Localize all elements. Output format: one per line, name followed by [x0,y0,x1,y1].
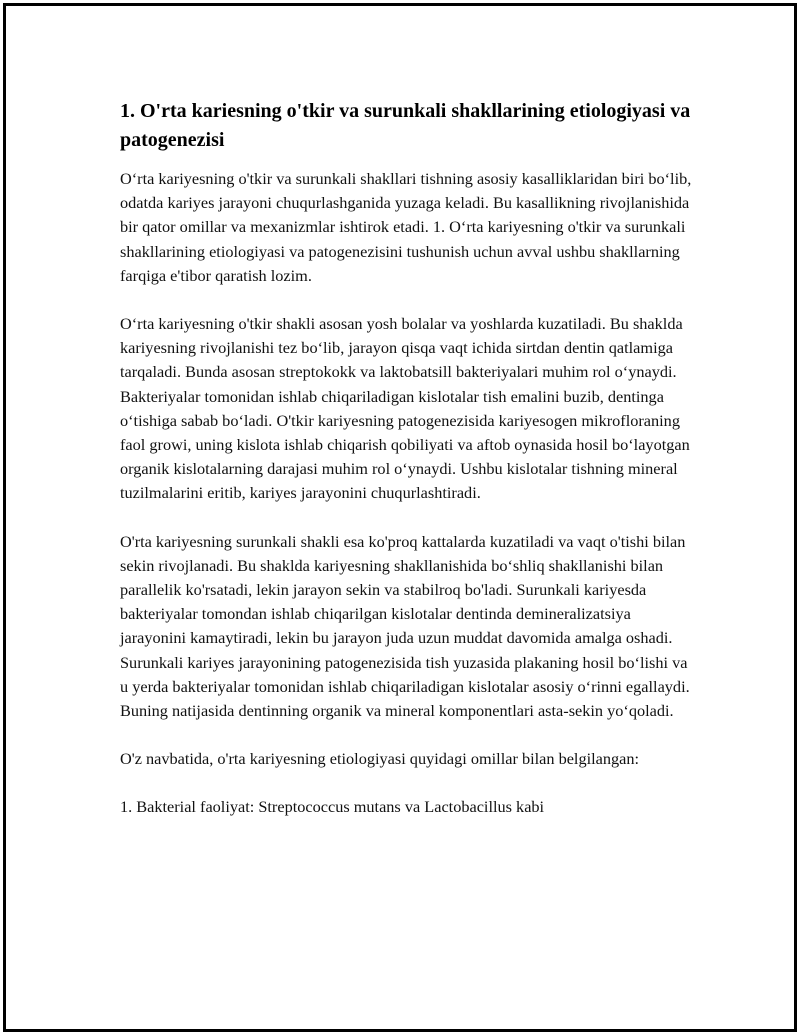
list-item: 1. Bakterial faoliyat: Streptococcus mutans va Lactobacillus kabi [120,797,545,817]
document-body [120,97,698,820]
document-page [3,3,797,1032]
paragraph-chronic-form: O'rta kariyesning surunkali shakli esa ko'proq kattalarda kuzatiladi va vaqt o'tishi bilan sekin rivojlanadi. Bu shaklda kariyesning shakllanishida bo‘shliq shakllanishi bilan parallelik ko'rsatadi, lekin jarayon sekin va stabilroq bo'ladi. Surunkali kariyesda bakteriyalar tomondan ishlab chiqarilgan kislotalar dentinda demineralizatsiya jarayonini kamaytiradi, lekin bu jarayon juda uzun muddat davomida amalga oshadi. Surunkali kariyes jarayonining patogenezisida tish yuzasida plakaning hosil bo‘lishi va u yerda bakteriyalar tomonidan ishlab chiqariladigan kislotalar asosiy o‘rinni egallaydi. Buning natijasida dentinning organik va mineral komponentlari asta-sekin yo‘qoladi. [120,531,690,721]
paragraph-acute-form: O‘rta kariyesning o'tkir shakli asosan yosh bolalar va yoshlarda kuzatiladi. Bu shaklda kariyesning rivojlanishi tez bo‘lib, jarayon qisqa vaqt ichida sirtdan dentin qatlamiga tarqaladi. Bunda asosan streptokokk va laktobatsill bakteriyalari muhim rol o‘ynaydi. Bakteriyalar tomonidan ishlab chiqariladigan kislotalar tish emalini buzib, dentinga o‘tishiga sabab bo‘ladi. O'tkir kariyesning patogenezisida kariyesogen mikrofloraning faol growi, uning kislota ishlab chiqarish qobiliyati va aftob oynasida hosil bo‘layotgan organik kislotalarning darajasi muhim rol o‘ynaydi. Ushbu kislotalar tishning mineral tuzilmalarini eritib, kariyes jarayonini chuqurlashtiradi. [120,314,690,503]
paragraph-intro: O‘rta kariyesning o'tkir va surunkali shakllari tishning asosiy kasalliklaridan biri bo‘lib, odatda kariyes jarayoni chuqurlashganida yuzaga keladi. Bu kasallikning rivojlanishida bir qator omillar va mexanizmlar ishtirok etadi. 1. O‘rta kariyesning o'tkir va surunkali shakllarining etiologiyasi va patogenezisini tushunish uchun avval ushbu shakllarning farqiga e'tibor qaratish lozim. [120,169,692,285]
paragraph-etiology-intro: O'z navbatida, o'rta kariyesning etiologiyasi quyidagi omillar bilan belgilangan: [120,749,640,769]
section-title: 1. O'rta kariesning o'tkir va surunkali shakllarining etiologiyasi va patogenezisi [120,100,691,151]
